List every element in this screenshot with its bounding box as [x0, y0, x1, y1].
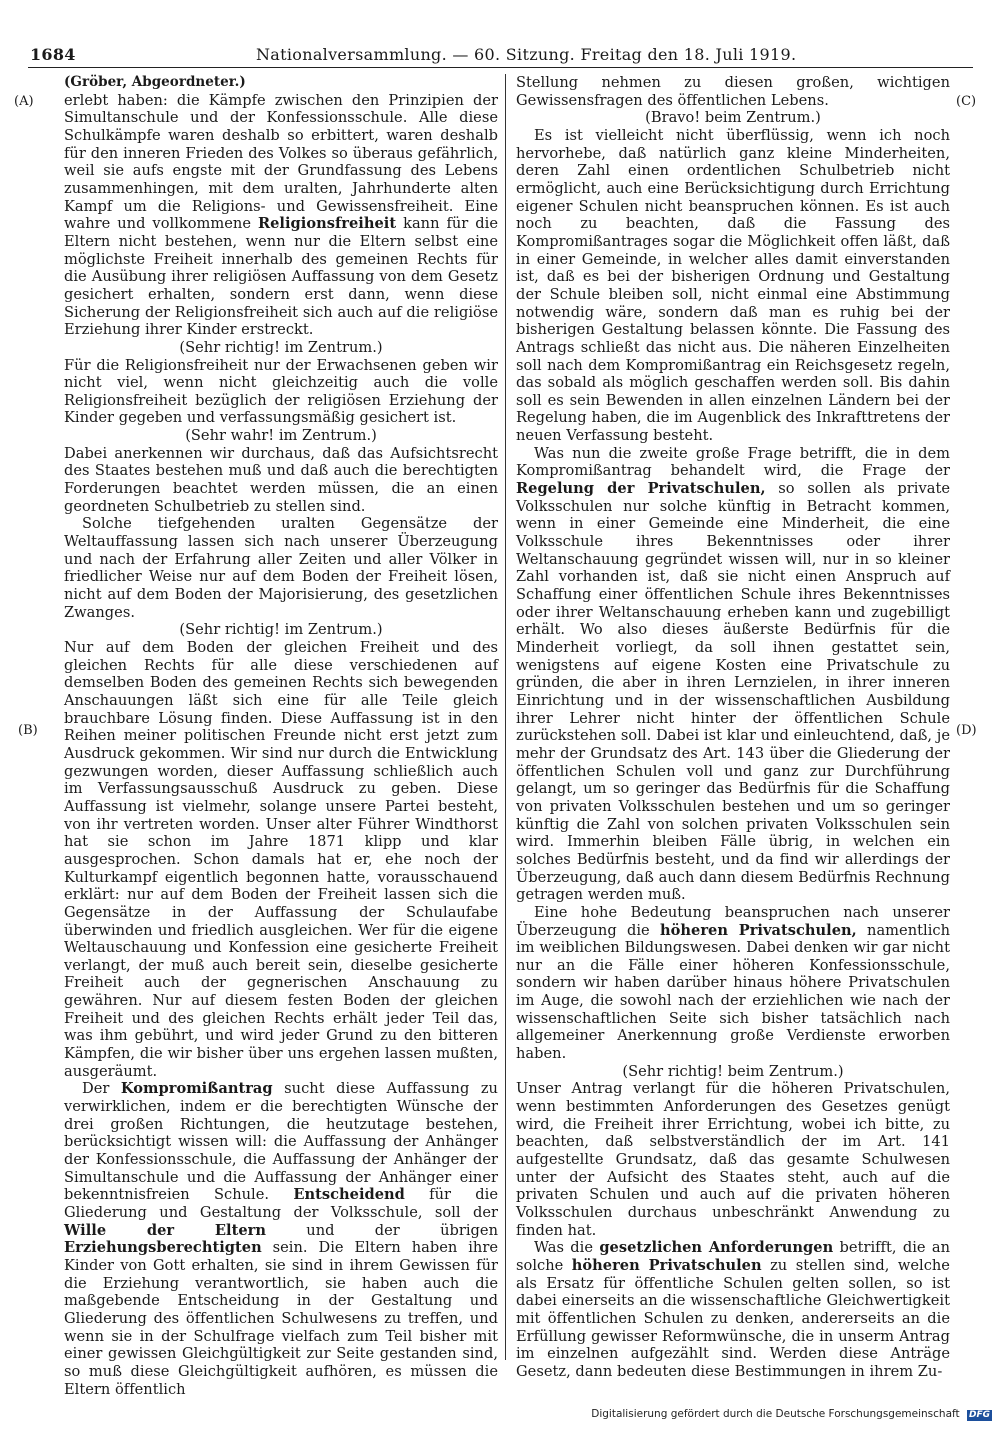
paragraph: Nur auf dem Boden der gleichen Freiheit und des gleichen Rechts für alle diese verschiedenen auf demselben Boden des gemeinen Rechts sich bewegenden Anschauungen läßt sich eine für alle Teile gleich brauchbare Lösung finden. Diese Auffassung ist in den Reihen meiner politischen Freunde nicht erst jetzt zum Ausdruck gekommen. Wir sind nur durch die Entwicklung gezwungen worden, dieser Auffassung schließlich auch im Verfassungsausschuß Ausdruck zu geben. Diese Auffassung ist vielmehr, solange unsere Partei besteht, von ihr vertreten worden. Unser alter Führer Windthorst hat sie schon im Jahre 1871 klipp und klar ausgesprochen. Schon damals hat er, ehe noch der Kulturkampf eigentlich begonnen hatte, vorausschauend erklärt: nur auf dem Boden der Freiheit lassen sich die Gegensätze in der Auffassung der Schulaufabe überwinden und friedlich ausgleichen. Wer für die eigene Weltauschauung und Konfession eine gesicherte Freiheit verlangt, der muß auch bereit sein, dieselbe gesicherte Freiheit auch der gegnerischen Anschauung zu gewähren. Nur auf diesem festen Boden der gleichen Freiheit und des gleichen Rechts erhält jeder Teil das, was ihm gebührt, und wird jeder Grund zu den bitteren Kämpfen, die wir bisher über uns ergehen lassen mußten, ausgeräumt. [64, 639, 498, 1080]
page-number: 1684 [30, 45, 76, 64]
paragraph: Was die gesetzlichen Anforderungen betrifft, die an solche höheren Privatschulen zu stellen sind, welche als Ersatz für öffentliche Schulen gelten sollen, so ist dabei einerseits an die wissenschaftliche Gleichwertigkeit mit öffentlichen Schulen zu denken, andererseits an die Erfüllung gewisser Reformwünsche, die in unserm Antrag im einzelnen aufgezählt sind. Werden diese Anträge Gesetz, dann bedeuten diese Bestimmungen in ihrem Zu- [516, 1239, 950, 1380]
paragraph: Solche tiefgehenden uralten Gegensätze der Weltauffassung lassen sich nach unserer Überzeugung und nach der Erfahrung aller Zeiten und aller Völker in friedlicher Weise nur auf dem Boden der Freiheit lösen, nicht auf dem Boden der Majorisierung, des gesetzlichen Zwanges. [64, 515, 498, 621]
paragraph: Eine hohe Bedeutung beanspruchen nach unserer Überzeugung die höheren Privatschulen, namentlich im weiblichen Bildungswesen. Dabei denken wir gar nicht nur an die Fälle einer höheren Konfessionsschule, sondern wir haben darüber hinaus höhere Privatschulen im Auge, die sowohl nach der erziehlichen wie nach der wissenschaftlichen Seite sich bisher tatsächlich nach allgemeiner Anerkennung große Verdienste erworben haben. [516, 903, 950, 1063]
interjection: (Sehr wahr! im Zentrum.) [185, 427, 377, 445]
bold-term: Kompromißantrag [120, 1080, 273, 1098]
interjection: (Sehr richtig! im Zentrum.) [179, 621, 383, 639]
interjection: (Bravo! beim Zentrum.) [645, 109, 821, 127]
footer-text: Digitalisierung gefördert durch die Deutsche Forschungsgemeinschaft [591, 1408, 960, 1420]
paragraph: Der Kompromißantrag sucht diese Auffassung zu verwirklichen, indem er die berechtigten Wünsche der drei großen Richtungen, die heutzutage bestehen, berücksichtigt wissen will: die Auffassung der Anhänger der Konfessionsschule, die Auffassung der Anhänger der Simultanschule und die Auffassung der Anhänger einer bekenntnisfreien Schule. Entscheidend für die Gliederung und Gestaltung der Volksschule, soll der Wille der Eltern und der übrigen Erziehungsberechtigten sein. Die Eltern haben ihre Kinder von Gott erhalten, sie sind in ihrem Gewissen für die Erziehung verantwortlich, sie haben auch die maßgebende Entscheidung in der Gestaltung und Gliederung des öffentlichen Schulwesens zu treffen, und wenn sie in der Schulfrage vielfach zum Teil bisher mit einer gewissen Gleichgültigkeit zur Seite gestanden sind, so muß diese Gleichgültigkeit aufhören, es müssen die Eltern öffentlich [64, 1080, 498, 1398]
left-column [64, 74, 498, 1398]
bold-term: höheren Privatschulen [571, 1256, 762, 1274]
bold-term: Regelung der Privatschulen, [516, 480, 766, 498]
right-column [516, 74, 950, 1381]
speaker-note: (Gröber, Abgeordneter.) [64, 74, 246, 90]
paragraph: erlebt haben: die Kämpfe zwischen den Prinzipien der Simultanschule und der Konfessionsschule. Alle diese Schulkämpfe waren deshalb so erbittert, waren deshalb für den inneren Frieden des Volkes so überaus gefährlich, weil sie aufs engste mit der Grundfassung des Lebens zusammenhingen, mit dem uralten, Jahrhunderte alten Kampf um die Religions- und Gewissensfreiheit. Eine wahre und vollkommene Religionsfreiheit kann für die Eltern nicht bestehen, wenn nur die Eltern selbst eine möglichste Freiheit innerhalb des gemeinen Rechts für die Ausübung ihrer religiösen Auffassung von dem Gesetz gesichert erhalten, sondern erst dann, wenn diese Sicherung der Religionsfreiheit sich auch auf die religiöse Erziehung ihrer Kinder erstreckt. [64, 91, 498, 339]
bold-term: Erziehungsberechtigten [64, 1239, 262, 1257]
running-title: Nationalversammlung. — 60. Sitzung. Freitag den 18. Juli 1919. [256, 45, 797, 64]
paragraph: Dabei anerkennen wir durchaus, daß das Aufsichtsrecht des Staates bestehen muß und daß auch die berechtigten Forderungen beachtet werden müssen, die an einen geordneten Schulbetrieb zu stellen sind. [64, 444, 498, 515]
bold-term: Entscheidend [293, 1186, 405, 1204]
digitization-footer [591, 1408, 992, 1421]
column-divider [505, 74, 506, 1360]
dfg-logo: DFG [968, 1410, 990, 1420]
paragraph: Für die Religionsfreiheit nur der Erwachsenen geben wir nicht viel, wenn nicht gleichzeitig auch die volle Religionsfreiheit bezüglich der religiösen Erziehung der Kinder gegeben und verfassungsmäßig gesichert ist. [64, 356, 498, 427]
paragraph: Unser Antrag verlangt für die höheren Privatschulen, wenn bestimmten Anforderungen des Gesetzes genügt wird, die Freiheit ihrer Errichtung, wobei ich bitte, zu beachten, daß selbstverständlich der im Art. 141 aufgestellte Grundsatz, daß das gesamte Schulwesen unter der Aufsicht des Staates steht, auch auf die privaten Schulen und auch auf die privaten höheren Volksschulen durchaus unbeschränkt Anwendung zu finden hat. [516, 1080, 950, 1239]
margin-marker-b: (B) [18, 723, 38, 738]
margin-marker-a: (A) [14, 94, 34, 109]
margin-marker-c: (C) [956, 94, 977, 109]
header-rule [28, 67, 973, 68]
bold-term: Wille der Eltern [64, 1221, 266, 1239]
interjection: (Sehr richtig! im Zentrum.) [179, 338, 383, 356]
bold-term: Religionsfreiheit [257, 215, 397, 233]
paragraph: Stellung nehmen zu diesen großen, wichtigen Gewissensfragen des öffentlichen Lebens. [516, 74, 950, 109]
margin-marker-d: (D) [956, 723, 977, 738]
bold-term: gesetzlichen Anforderungen [599, 1239, 834, 1257]
paragraph: Es ist vielleicht nicht überflüssig, wenn ich noch hervorhebe, daß natürlich ganz kleine Minderheiten, deren Zahl einen ordentlichen Schulbetrieb nicht ermöglicht, auch eine Berücksichtigung durch Errichtung eigener Schulen nicht beanspruchen können. Es ist auch noch zu beachten, daß die Fassung des Kompromißantrages sogar die Möglichkeit offen läßt, daß in einer Gemeinde, in welcher alles damit einverstanden ist, daß es bei der bisherigen Ordnung und Gestaltung der Schule bleiben soll, nicht einmal eine Abstimmung notwendig wäre, sondern daß man es ruhig bei der bisherigen Gestaltung belassen könnte. Die Fassung des Antrags schließt das nicht aus. Die näheren Einzelheiten soll nach dem Kompromißantrag ein Reichsgesetz regeln, das sobald als möglich geschaffen werden soll. Bis dahin soll es sein Bewenden in allen einzelnen Ländern bei der Regelung haben, die im Augenblick des Inkrafttretens der neuen Verfassung besteht. [516, 126, 950, 445]
interjection: (Sehr richtig! beim Zentrum.) [622, 1062, 844, 1080]
paragraph: Was nun die zweite große Frage betrifft, die in dem Kompromißantrag behandelt wird, die Frage der Regelung der Privatschulen, so sollen als private Volksschulen nur solche künftig in Betracht kommen, wenn in einer Gemeinde eine Minderheit, die eine Volksschule ihres Bekenntnisses oder ihrer Weltanschauung gegründet wissen will, nur in so kleiner Zahl vorhanden ist, daß sie nicht einen Anspruch auf Schaffung einer öffentlichen Schule ihres Bekenntnisses oder ihrer Weltanschauung erheben kann und zugebilligt erhält. Wo also dieses äußerste Bedürfnis für die Minderheit vorliegt, da soll ihnen gestattet sein, wenigstens auf eigene Kosten eine Privatschule zu gründen, die aber in ihren Lernzielen, in ihrer inneren Einrichtung und in der wissenschaftlichen Ausbildung ihrer Lehrer nicht hinter der öffentlichen Schule zurückstehen soll. Dabei ist klar und einleuchtend, daß, je mehr der Grundsatz des Art. 143 über die Gliederung der öffentlichen Schulen voll und ganz zur Durchführung gelangt, um so geringer das Bedürfnis für die Schaffung von privaten Volksschulen bestehen und um so geringer künftig die Zahl von solchen privaten Volksschulen sein wird. Immerhin bleiben Fälle übrig, in welchen ein solches Bedürfnis besteht, und da find wir allerdings der Überzeugung, daß auch dann diesem Bedürfnis Rechnung getragen werden muß. [516, 444, 950, 904]
page-header [28, 42, 973, 68]
bold-term: höheren Privatschulen, [660, 921, 857, 939]
